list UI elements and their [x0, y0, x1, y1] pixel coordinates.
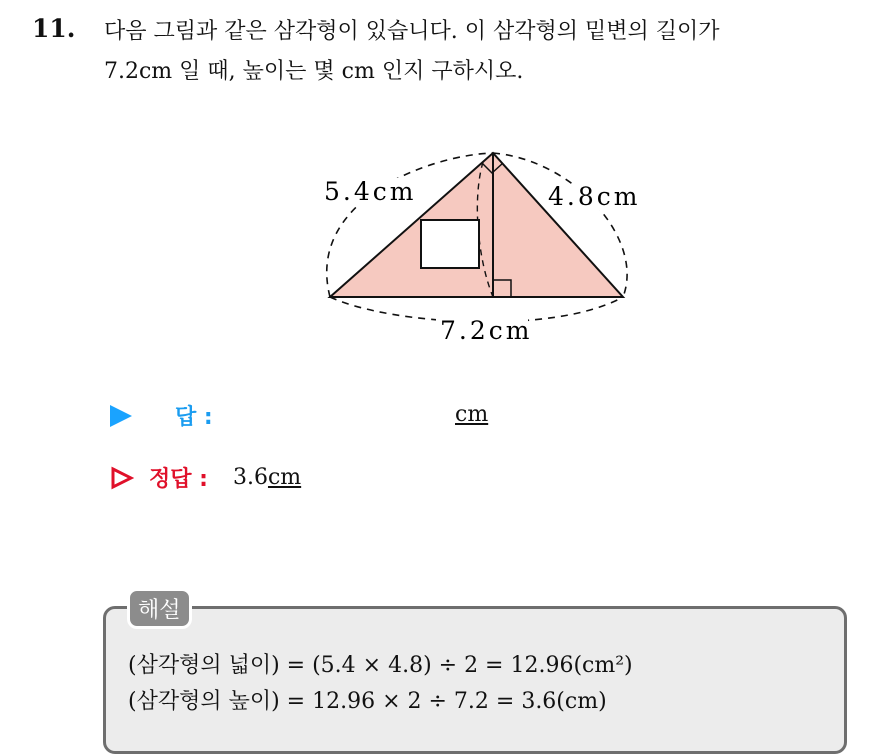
explanation-line1: (삼각형의 넓이) = (5.4 × 4.8) ÷ 2 = 12.96(cm²): [128, 653, 633, 678]
blank-box: [421, 220, 479, 268]
left-side-label: 5.4cm: [324, 177, 417, 206]
explanation-tag: 해설: [127, 588, 192, 629]
answer-unit: cm: [455, 402, 489, 427]
answer-label: 답 :: [175, 405, 213, 430]
play-triangle-icon: [110, 405, 132, 427]
right-side-label: 4.8cm: [548, 182, 641, 211]
base-label: 7.2cm: [440, 316, 533, 345]
correct-answer-label: 정답 :: [149, 467, 208, 492]
triangle-figure: [300, 140, 650, 360]
question-text-line2: 7.2cm 일 때, 높이는 몇 cm 인지 구하시오.: [104, 59, 524, 84]
correct-answer-row: [110, 462, 301, 493]
correct-answer-unit: cm: [267, 465, 302, 490]
question-text-line1: 다음 그림과 같은 삼각형이 있습니다. 이 삼각형의 밑변의 길이가: [104, 19, 720, 44]
explanation-box: [103, 606, 847, 754]
answer-row: [110, 400, 213, 431]
correct-answer-value: 3.6: [232, 465, 268, 490]
outline-triangle-icon: [110, 466, 134, 490]
question-number: 11.: [32, 14, 76, 43]
explanation-line2: (삼각형의 높이) = 12.96 × 2 ÷ 7.2 = 3.6(cm): [128, 689, 607, 714]
